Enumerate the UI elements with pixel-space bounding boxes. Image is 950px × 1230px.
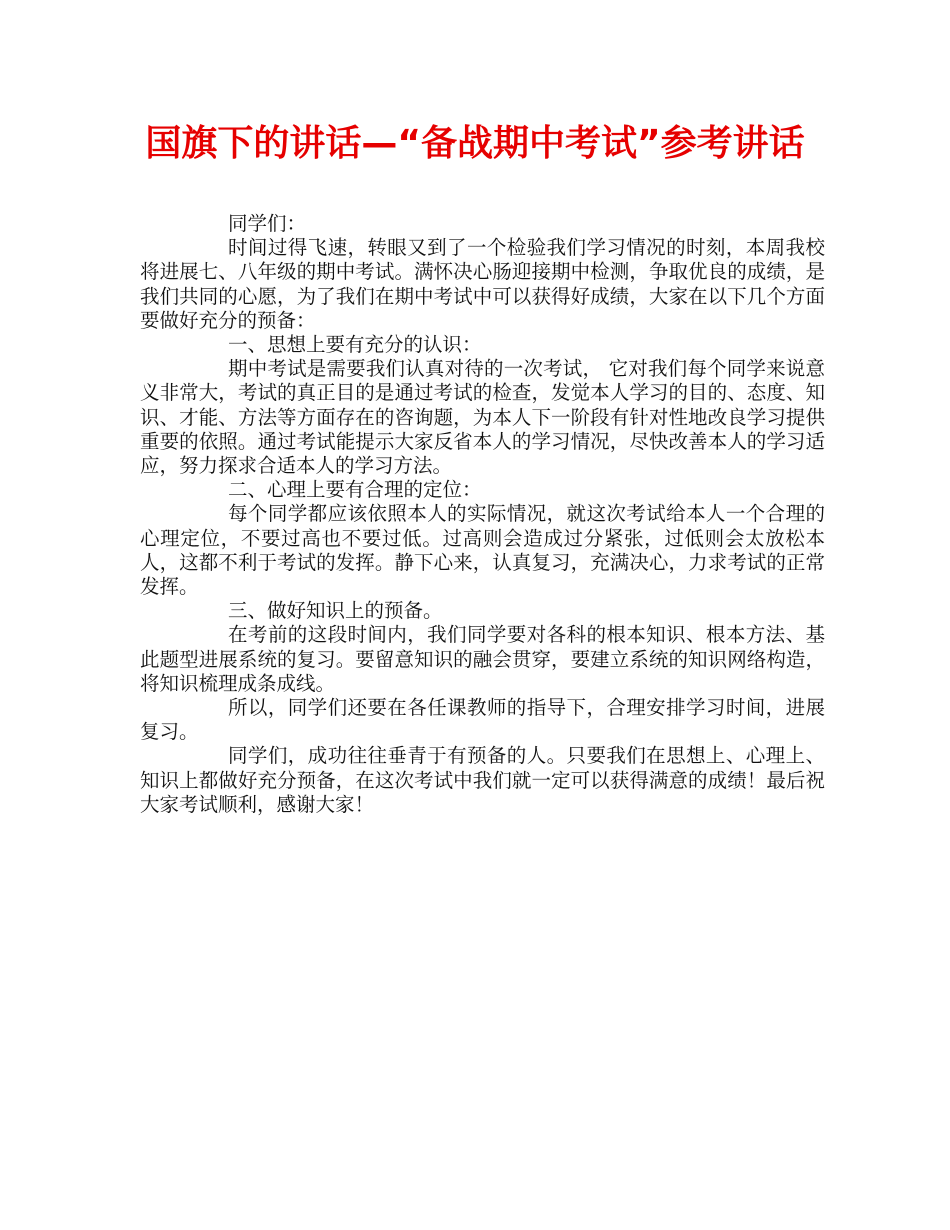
paragraph-closing: 同学们，成功往往垂青于有预备的人。只要我们在思想上、心理上、知识上都做好充分预备，在这次考试中我们就一定可以获得满意的成绩！最后祝大家考试顺利，感谢大家！ — [140, 744, 825, 816]
paragraph-section-1: 期中考试是需要我们认真对待的一次考试， 它对我们每个同学来说意义非常大，考试的真正目的是通过考试的检查，发觉本人学习的目的、态度、知识、才能、方法等方面存在的咨询题，为本人下一阶段有针对性地改良学习提供重要的依照。通过考试能提示大家反省本人的学习情况，尽快改善本人的学习适应，努力探求合适本人的学习方法。 — [140, 357, 825, 478]
heading-section-1: 一、思想上要有充分的认识： — [228, 333, 482, 357]
document-body — [140, 212, 825, 817]
paragraph-section-2: 每个同学都应该依照本人的实际情况，就这次考试给本人一个合理的心理定位，不要过高也不要过低。过高则会造成过分紧张，过低则会太放松本人，这都不利于考试的发挥。静下心来，认真复习，充满决心，力求考试的正常发挥。 — [140, 502, 825, 599]
paragraph-section-3: 在考前的这段时间内，我们同学要对各科的根本知识、根本方法、基此题型进展系统的复习。要留意知识的融会贯穿，要建立系统的知识网络构造，将知识梳理成条成线。 — [140, 623, 825, 695]
paragraph-advice: 所以，同学们还要在各任课教师的指导下，合理安排学习时间，进展复习。 — [140, 696, 825, 744]
heading-section-2: 二、心理上要有合理的定位： — [228, 478, 482, 502]
heading-section-3: 三、做好知识上的预备。 — [228, 599, 443, 623]
paragraph-greeting: 同学们： — [228, 212, 307, 235]
document-title: 国旗下的讲话—“备战期中考试”参考讲话 — [145, 123, 805, 164]
paragraph-intro: 时间过得飞速，转眼又到了一个检验我们学习情况的时刻，本周我校将进展七、八年级的期中考试。满怀决心肠迎接期中检测，争取优良的成绩，是我们共同的心愿，为了我们在期中考试中可以获得好成绩，大家在以下几个方面要做好充分的预备： — [140, 236, 825, 332]
